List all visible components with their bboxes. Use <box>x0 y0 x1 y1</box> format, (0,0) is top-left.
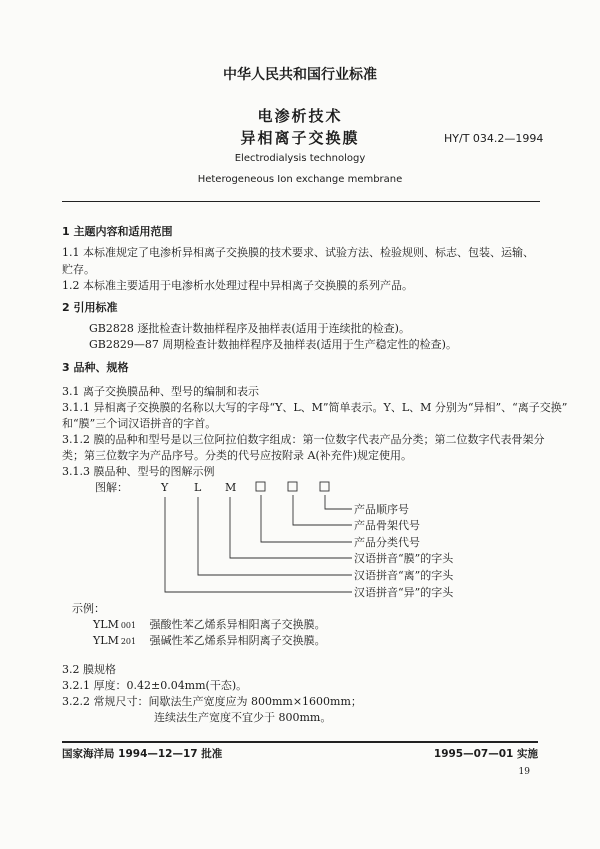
example-code: YLM <box>93 634 119 647</box>
section-1-heading: 1 主题内容和适用范围 <box>62 225 173 238</box>
digit-box-2 <box>288 482 297 491</box>
clause-1-1-cont: 贮存。 <box>62 263 95 276</box>
example-desc: 强碱性苯乙烯系异相阴离子交换膜。 <box>149 634 326 647</box>
callout-2: 产品骨架代号 <box>354 519 420 532</box>
clause-3-2-2-cont: 连续法生产宽度不宜少于 800mm。 <box>154 711 332 724</box>
title-line1: 电渗析技术 <box>257 107 343 125</box>
digit-box-1 <box>256 482 265 491</box>
clause-3-2-1: 3.2.1 厚度：0.42±0.04mm(干态)。 <box>62 679 248 692</box>
standard-code: HY/T 034.2—1994 <box>444 132 544 145</box>
english-title-1: Electrodialysis technology <box>234 153 366 164</box>
approval-date: 国家海洋局 1994—12—17 批准 <box>62 748 223 760</box>
callout-4: 汉语拼音“膜”的字头 <box>354 552 454 565</box>
callout-3: 产品分类代号 <box>354 536 420 549</box>
clause-3-1-2-cont: 类；第三位数字为产品序号。分类的代号应按附录 A(补充件)规定使用。 <box>62 449 413 462</box>
example-number: 001 <box>120 621 137 630</box>
callout-5: 汉语拼音“离”的字头 <box>354 569 454 582</box>
callout-line-2 <box>293 495 352 525</box>
clause-1-2: 1.2 本标准主要适用于电渗析水处理过程中异相离子交换膜的系列产品。 <box>62 279 413 292</box>
clause-3-1: 3.1 离子交换膜品种、型号的编制和表示 <box>62 385 259 398</box>
title-line2: 异相离子交换膜 <box>240 129 360 147</box>
example-number: 201 <box>120 637 137 646</box>
page-number: 19 <box>518 767 530 777</box>
clause-3-2: 3.2 膜规格 <box>62 663 116 676</box>
diagram-label: 图解： <box>95 481 128 494</box>
callout-6: 汉语拼音“异”的字头 <box>354 586 454 599</box>
english-title-2: Heterogeneous Ion exchange membrane <box>197 174 403 185</box>
callout-line-3 <box>261 495 352 542</box>
clause-3-1-3: 3.1.3 膜品种、型号的图解示例 <box>62 465 215 478</box>
callout-line-6 <box>165 497 352 592</box>
section-2-heading: 2 引用标准 <box>62 301 118 314</box>
section-3-heading: 3 品种、规格 <box>62 361 129 374</box>
callout-line-1 <box>325 495 352 509</box>
callout-line-4 <box>230 497 352 558</box>
clause-3-1-1: 3.1.1 异相离子交换膜的名称以大写的字母“Y、L、M”简单表示。Y、L、M 分别为“异相”、“离子交换” <box>62 401 568 414</box>
clause-3-1-1-cont: 和“膜”三个词汉语拼音的字首。 <box>62 417 217 430</box>
example-label: 示例： <box>72 602 105 615</box>
example-1 <box>93 619 326 630</box>
clause-3-1-2: 3.1.2 膜的品种和型号是以三位阿拉伯数字组成：第一位数字代表产品分类；第二位数字代表骨架分 <box>62 433 545 446</box>
letter-l: L <box>194 481 202 494</box>
example-2 <box>93 635 326 646</box>
standard-series: 中华人民共和国行业标准 <box>223 67 377 83</box>
callout-1: 产品顺序号 <box>354 503 409 516</box>
clause-3-2-2: 3.2.2 常规尺寸：间歇法生产宽度应为 800mm×1600mm； <box>62 695 362 708</box>
footer-divider <box>62 741 538 743</box>
example-code: YLM <box>93 618 119 631</box>
example-desc: 强酸性苯乙烯系异相阳离子交换膜。 <box>149 618 326 631</box>
digit-box-3 <box>320 482 329 491</box>
reference-2: GB2829—87 周期检查计数抽样程序及抽样表(适用于生产稳定性的检查)。 <box>89 338 457 351</box>
effective-date: 1995—07—01 实施 <box>433 748 538 760</box>
letter-m: M <box>225 481 237 494</box>
clause-1-1: 1.1 本标准规定了电渗析异相离子交换膜的技术要求、试验方法、检验规则、标志、包装、运输、 <box>62 246 534 259</box>
reference-1: GB2828 逐批检查计数抽样程序及抽样表(适用于连续批的检查)。 <box>89 322 410 335</box>
letter-y: Y <box>161 481 169 494</box>
